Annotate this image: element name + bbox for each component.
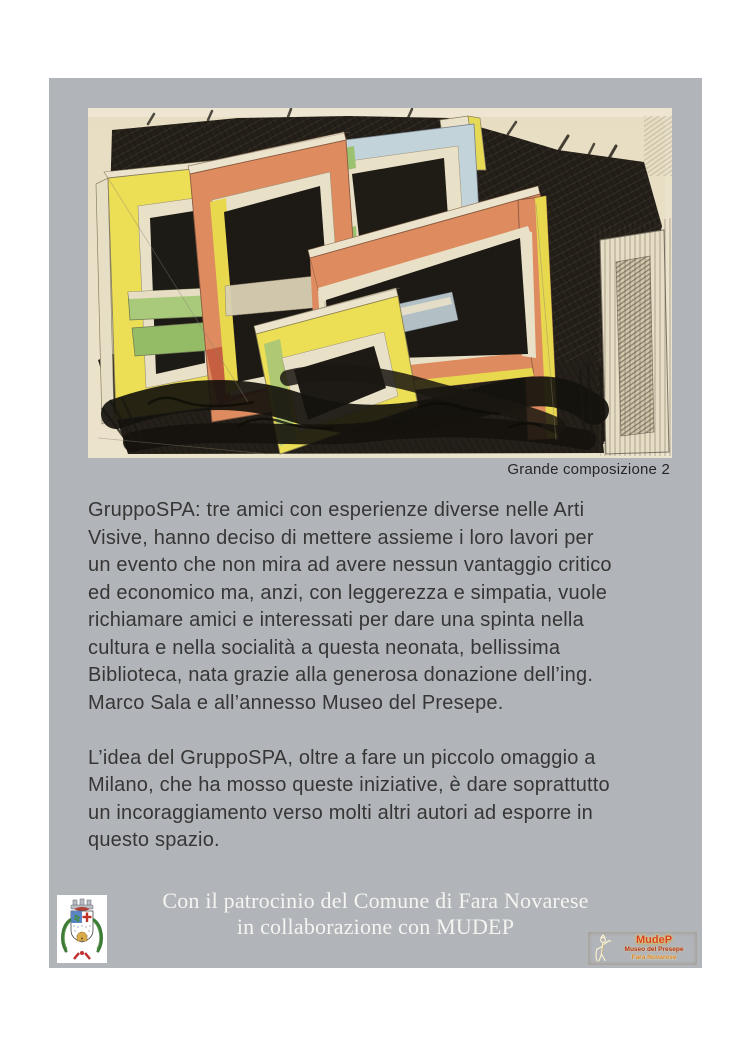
interlocking-frames-drawing (88, 108, 672, 458)
mudep-subtitle: Museo del Presepe (624, 946, 684, 953)
presepe-figure-icon (591, 934, 615, 963)
gray-card (49, 78, 702, 968)
text-line: cultura e nella socialità a questa neonata, bellissima (88, 636, 561, 659)
fara-novarese-coat-of-arms-icon (57, 895, 107, 963)
mudep-title: MudeP (635, 934, 673, 946)
body-text (88, 497, 668, 855)
artwork-image (88, 108, 672, 458)
paragraph-2 (88, 745, 668, 855)
text-line: richiamare amici e interessati per dare una spinta nella (88, 609, 584, 631)
mudep-logo (588, 932, 697, 965)
patronage-line-1: Con il patrocinio del Comune di Fara Novarese (162, 888, 589, 913)
mudep-logo-text (615, 934, 693, 962)
text-line: Marco Sala e all’annesso Museo del Presepe. (88, 691, 504, 714)
patronage-line-2: in collaborazione con MUDEP (236, 914, 515, 939)
text-line: questo spazio. (88, 829, 220, 851)
text-line: GruppoSPA: tre amici con esperienze diverse nelle Arti (88, 499, 585, 521)
text-line: un evento che non mira ad avere nessun vantaggio critico (88, 554, 612, 576)
paragraph-1 (88, 497, 668, 717)
text-line: Visive, hanno deciso di mettere assieme i loro lavori per (88, 526, 594, 549)
text-line: ed economico ma, anzi, con leggerezza e simpatia, vuole (88, 581, 608, 604)
text-line: L’idea del GruppoSPA, oltre a fare un piccolo omaggio a (88, 746, 596, 769)
text-line: un incoraggiamento verso molti altri autori ad esporre in (88, 801, 593, 824)
text-line: Milano, che ha mosso queste iniziative, è dare soprattutto (88, 774, 610, 796)
text-line: Biblioteca, nata grazie alla generosa donazione dell’ing. (88, 664, 594, 686)
mudep-subtitle-2: Fara Novarese (631, 954, 677, 961)
artwork-caption: Grande composizione 2 (507, 461, 670, 478)
